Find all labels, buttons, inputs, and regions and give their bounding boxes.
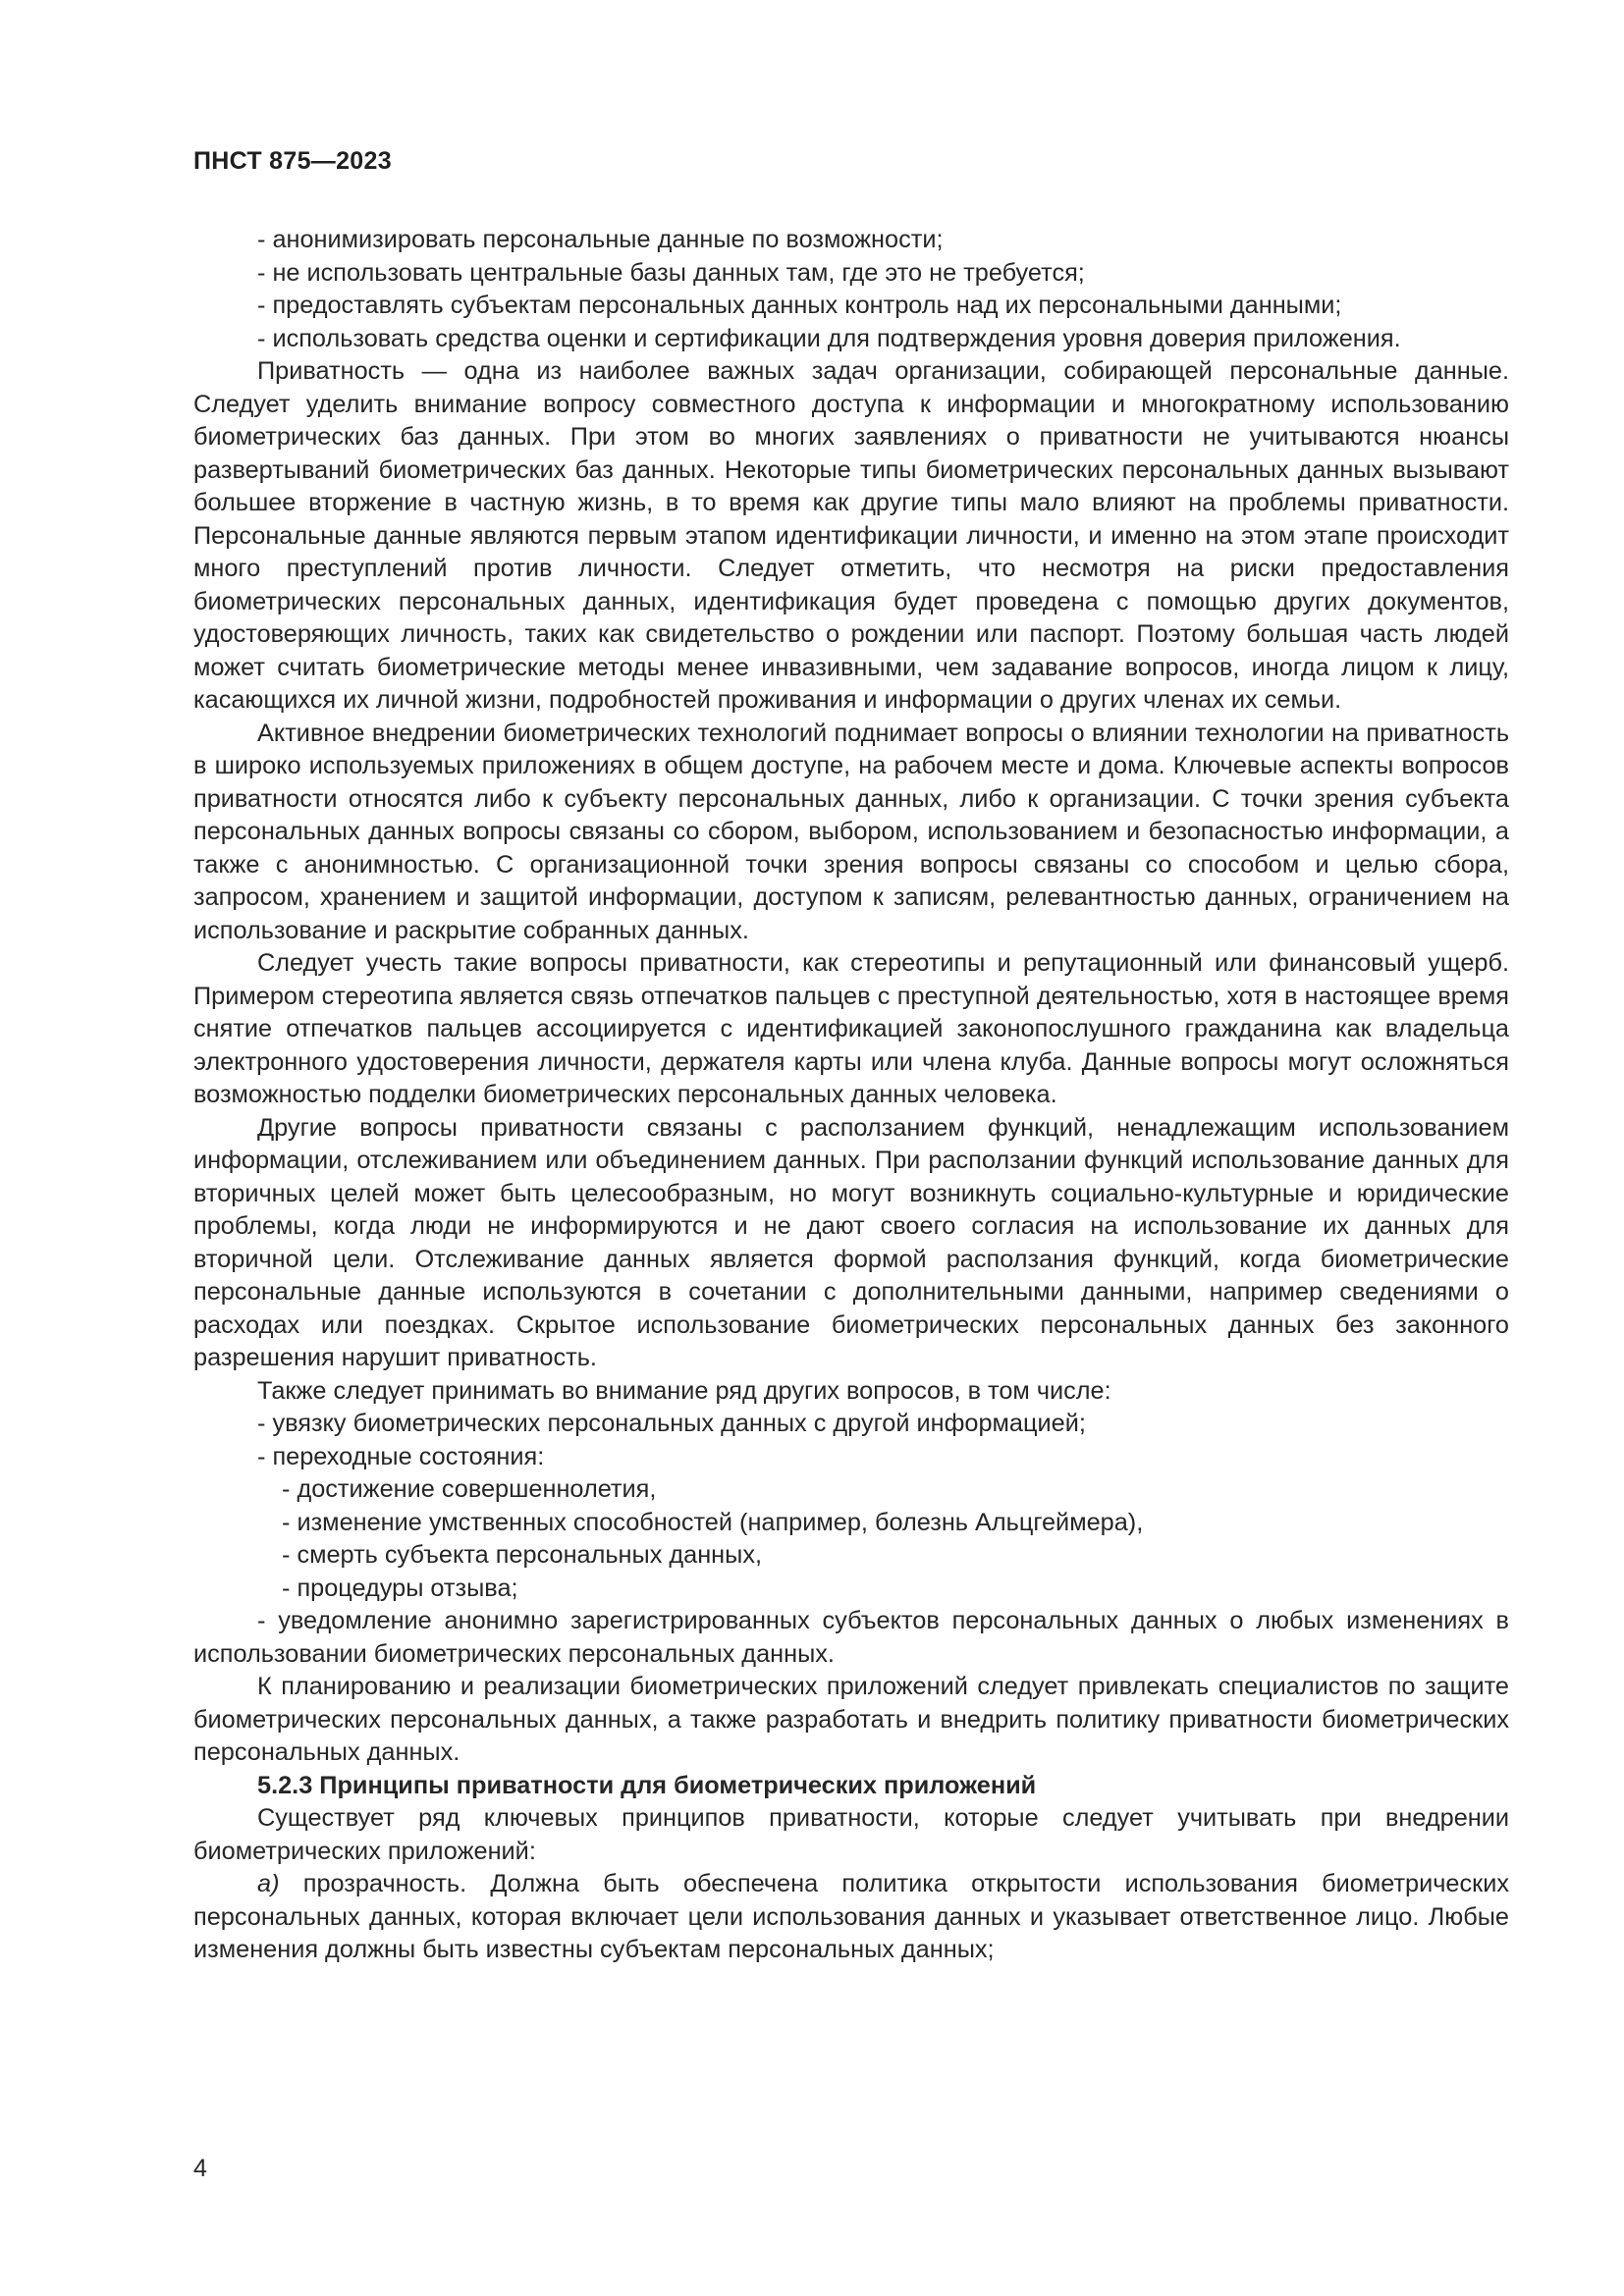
page-number: 4 bbox=[193, 2155, 207, 2182]
list-item: - анонимизировать персональные данные по возможности; bbox=[257, 226, 944, 253]
paragraph: К планированию и реализации биометрических приложений следует привлекать специалистов по защите биометрических персональных данных, а также разработать и внедрить политику приватности биометрических персональных данных. bbox=[193, 1673, 1509, 1766]
document-designation: ПНСТ 875—2023 bbox=[193, 147, 392, 175]
principle-label: а) bbox=[257, 1870, 280, 1897]
principle-item bbox=[193, 1868, 1509, 1967]
section-heading: 5.2.3 Принципы приватности для биометрических приложений bbox=[257, 1771, 1037, 1799]
list-item: - уведомление анонимно зарегистрированных субъектов персональных данных о любых изменениях в использовании биометрических персональных данных. bbox=[193, 1607, 1509, 1668]
paragraph: Существует ряд ключевых принципов приватности, которые следует учитывать при внедрении биометрических приложений: bbox=[193, 1804, 1509, 1865]
list-item: - предоставлять субъектам персональных данных контроль над их персональными данными; bbox=[257, 292, 1342, 319]
sublist-item: - процедуры отзыва; bbox=[282, 1574, 518, 1602]
sublist-item: - смерть субъекта персональных данных, bbox=[282, 1541, 763, 1569]
list-item: - увязку биометрических персональных данных с другой информацией; bbox=[257, 1410, 1086, 1437]
list-item: - переходные состояния: bbox=[257, 1442, 545, 1470]
list-item: - не использовать центральные базы данных там, где это не требуется; bbox=[257, 258, 1085, 287]
paragraph: Приватность — одна из наиболее важных задач организации, собирающей персональные данные. Следует уделить внимание вопросу совместного доступа к информации и многократному использованию биометрических баз данных. При этом во многих заявлениях о приватности не учитываются нюансы развертываний биометрических баз данных. Некоторые типы биометрических персональных данных вызывают большее вторжение в частную жизнь, в то время как другие типы мало влияют на проблемы приватности. Персональные данные являются первым этапом идентификации личности, и именно на этом этапе происходит много преступлений против личности. Следует отметить, что несмотря на риски предоставления биометрических персональных данных, идентификация будет проведена с помощью других документов, удостоверяющих личность, таких как свидетельство о рождении или паспорт. Поэтому большая часть людей может считать биометрические методы менее инвазивными, чем задавание вопросов, иногда лицом к лицу, касающихся их личной жизни, подробностей проживания и информации о других членах их семьи. bbox=[193, 357, 1509, 714]
paragraph: Также следует принимать во внимание ряд других вопросов, в том числе: bbox=[257, 1376, 1111, 1405]
paragraph: Следует учесть такие вопросы приватности, как стереотипы и репутационный или финансовый ущерб. Примером стереотипа является связь отпечатков пальцев с преступной деятельностью, хотя в настоящее время снятие отпечатков пальцев ассоциируется с идентификацией законопослушного гражданина как владельца электронного удостоверения личности, держателя карты или члена клуба. Данные вопросы могут осложняться возможностью подделки биометрических персональных данных человека. bbox=[193, 949, 1509, 1108]
principle-text: прозрачность. Должна быть обеспечена политика открытости использования биометрических персональных данных, которая включает цели использования данных и указывает ответственное лицо. Любые изменения должны быть известны субъектам персональных данных; bbox=[193, 1870, 1509, 1963]
list-item: - использовать средства оценки и сертификации для подтверждения уровня доверия приложения. bbox=[257, 324, 1401, 352]
sublist-item: - достижение совершеннолетия, bbox=[282, 1475, 657, 1503]
paragraph: Другие вопросы приватности связаны с расползанием функций, ненадлежащим использованием информации, отслеживанием или объединением данных. При расползании функций использование данных для вторичных целей может быть целесообразным, но могут возникнуть социально-культурные и юридические проблемы, когда люди не информируются и не дают своего согласия на использование их данных для вторичной цели. Отслеживание данных является формой расползания функций, когда биометрические персональные данные используются в сочетании с дополнительными данными, например сведениями о расходах или поездках. Скрытое использование биометрических персональных данных без законного разрешения нарушит приватность. bbox=[193, 1113, 1509, 1371]
page-content bbox=[193, 224, 1509, 1967]
paragraph: Активное внедрении биометрических технологий поднимает вопросы о влиянии технологии на приватность в широко используемых приложениях в общем доступе, на рабочем месте и дома. Ключевые аспекты вопросов приватности относятся либо к субъекту персональных данных, либо к организации. С точки зрения субъекта персональных данных вопросы связаны со сбором, выбором, использованием и безопасностью информации, а также с анонимностью. С организационной точки зрения вопросы связаны со способом и целью сбора, запросом, хранением и защитой информации, доступом к записям, релевантностью данных, ограничением на использование и раскрытие собранных данных. bbox=[193, 719, 1509, 944]
sublist-item: - изменение умственных способностей (например, болезнь Альцгеймера), bbox=[282, 1508, 1144, 1536]
